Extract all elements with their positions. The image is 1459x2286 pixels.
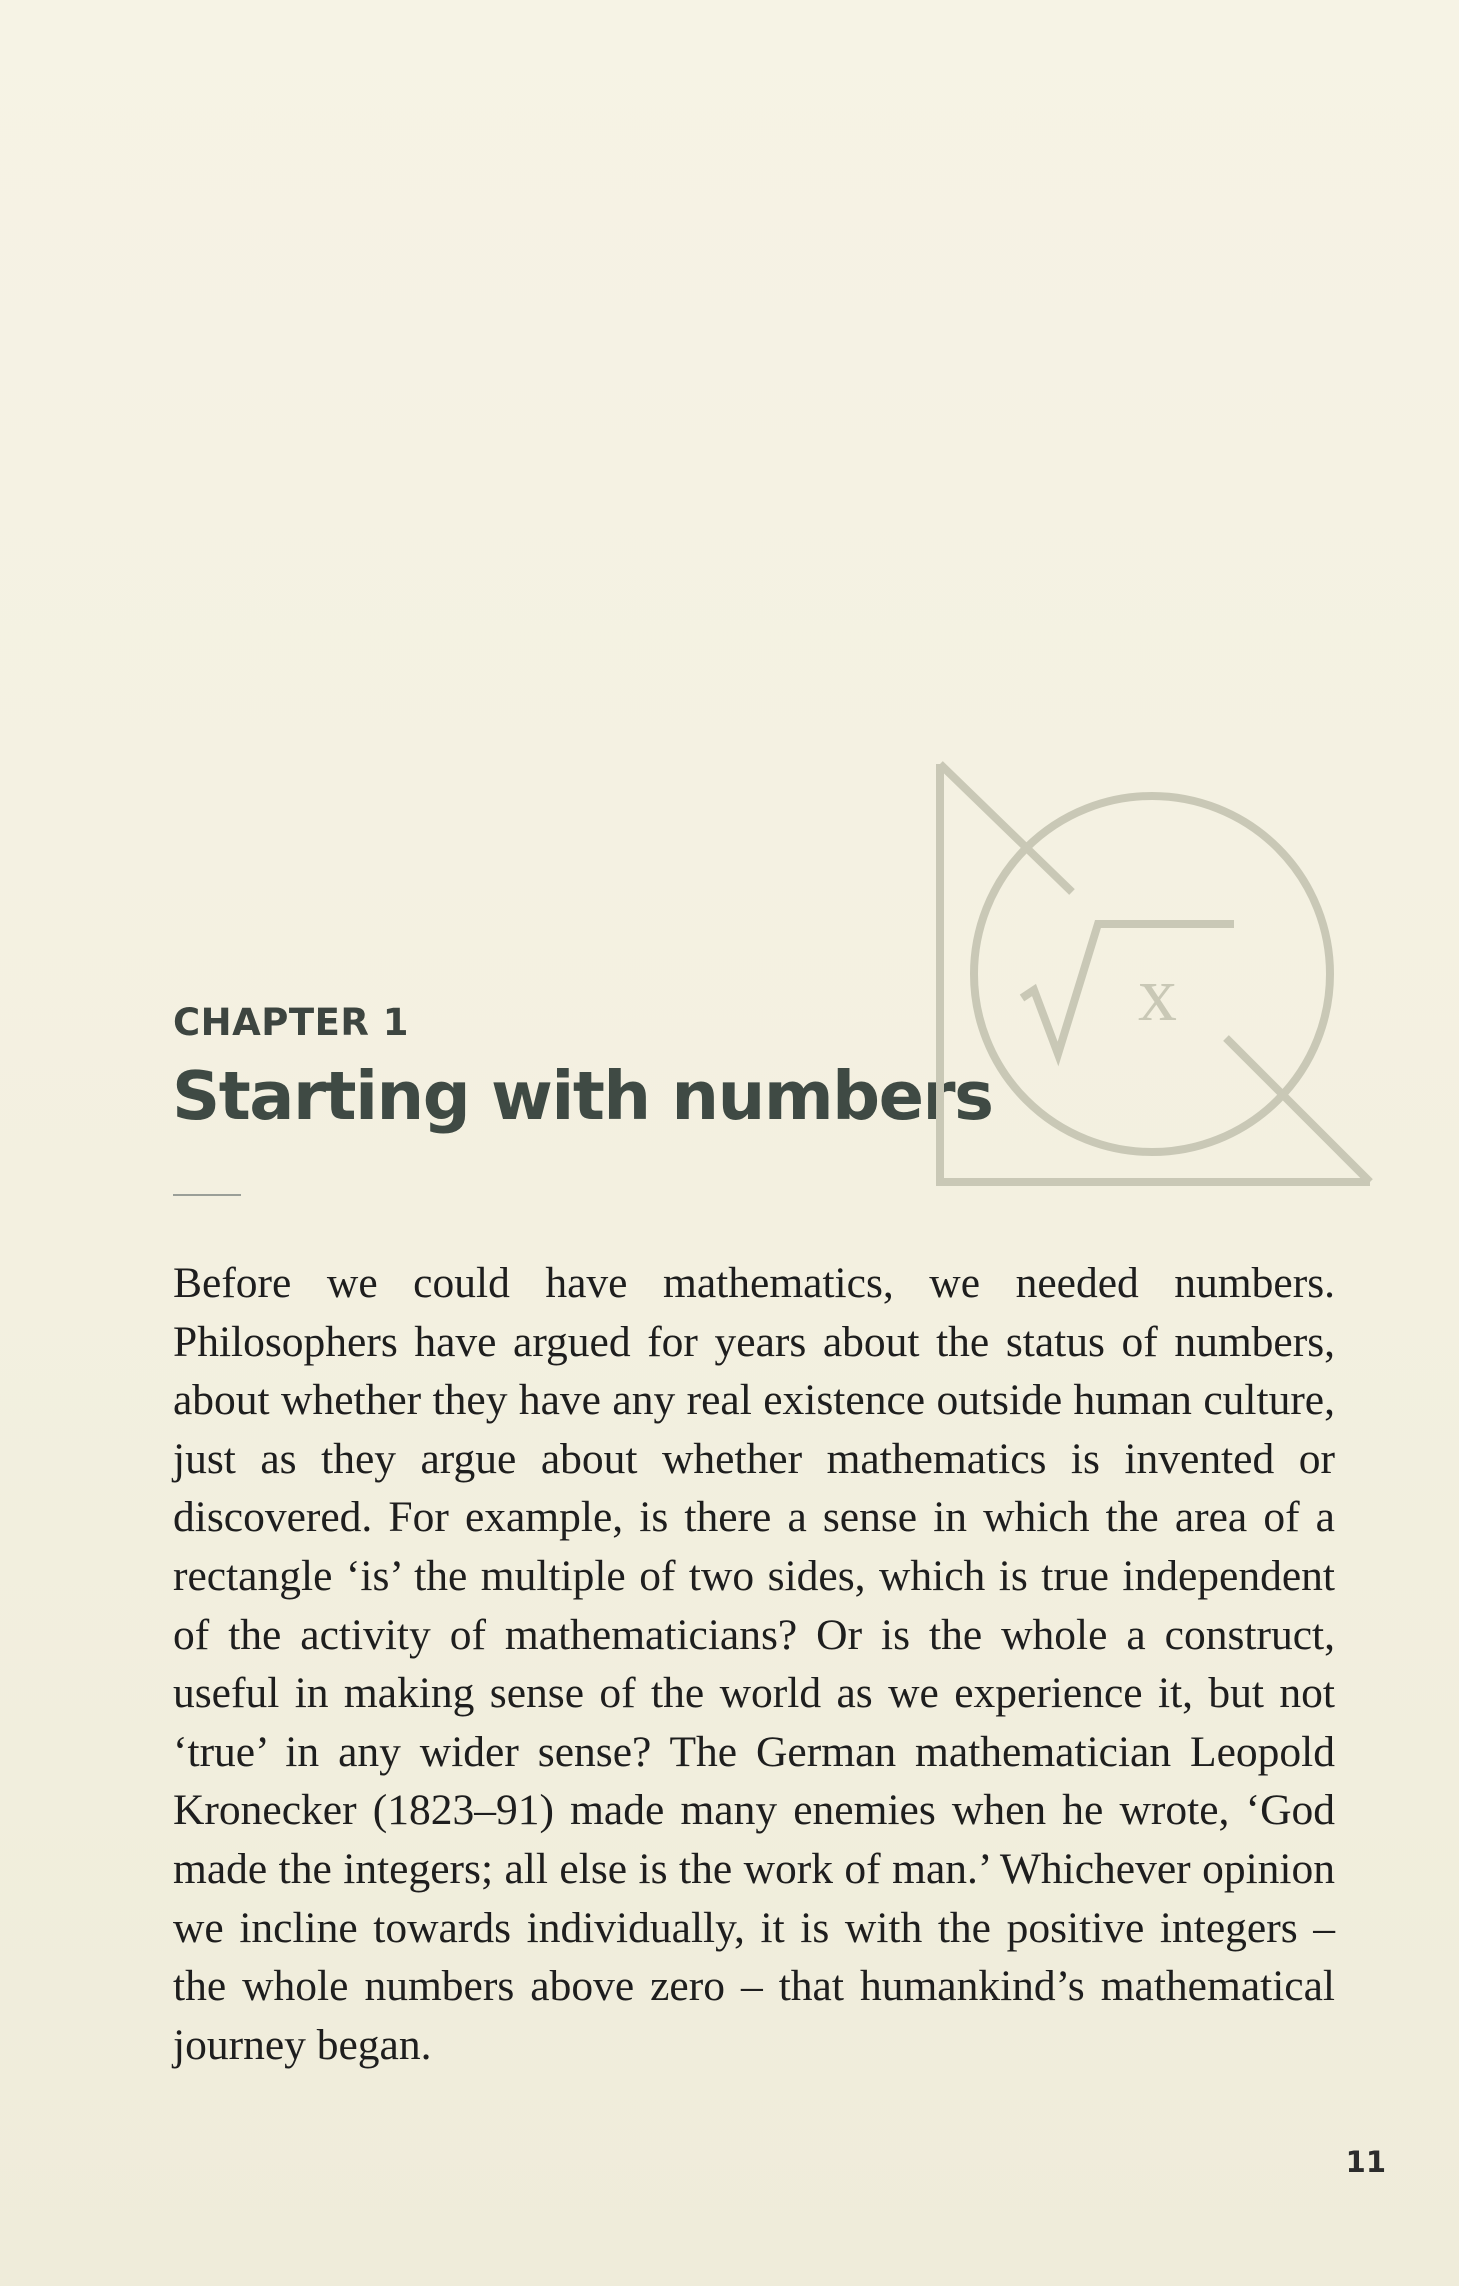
chapter-label: CHAPTER 1 bbox=[173, 1001, 410, 1044]
title-rule bbox=[173, 1194, 241, 1196]
page-number: 11 bbox=[1345, 2145, 1386, 2179]
square-root-x-icon bbox=[930, 752, 1380, 1202]
body-paragraph: Before we could have mathematics, we needed numbers. Philosophers have argued for years about the status of numbers, about whether they have any real existence outside human culture, just as they argue about whether mathematics is invented or discovered. For example, is there a sense in which the area of a rectangle ‘is’ the multiple of two sides, which is true independent of the activity of mathematicians? Or is the whole a construct, useful in making sense of the world as we experience it, but not ‘true’ in any wider sense? The German mathematician Leopold Kronecker (1823–91) made many enemies when he wrote, ‘God made the integers; all else is the work of man.’ Whichever opinion we incline towards individually, it is with the positive integers – the whole numbers above zero – that humankind’s mathematical journey began. bbox=[173, 1259, 1335, 2069]
chapter-title: Starting with numbers bbox=[172, 1057, 993, 1135]
emblem-variable: x bbox=[1138, 950, 1177, 1037]
